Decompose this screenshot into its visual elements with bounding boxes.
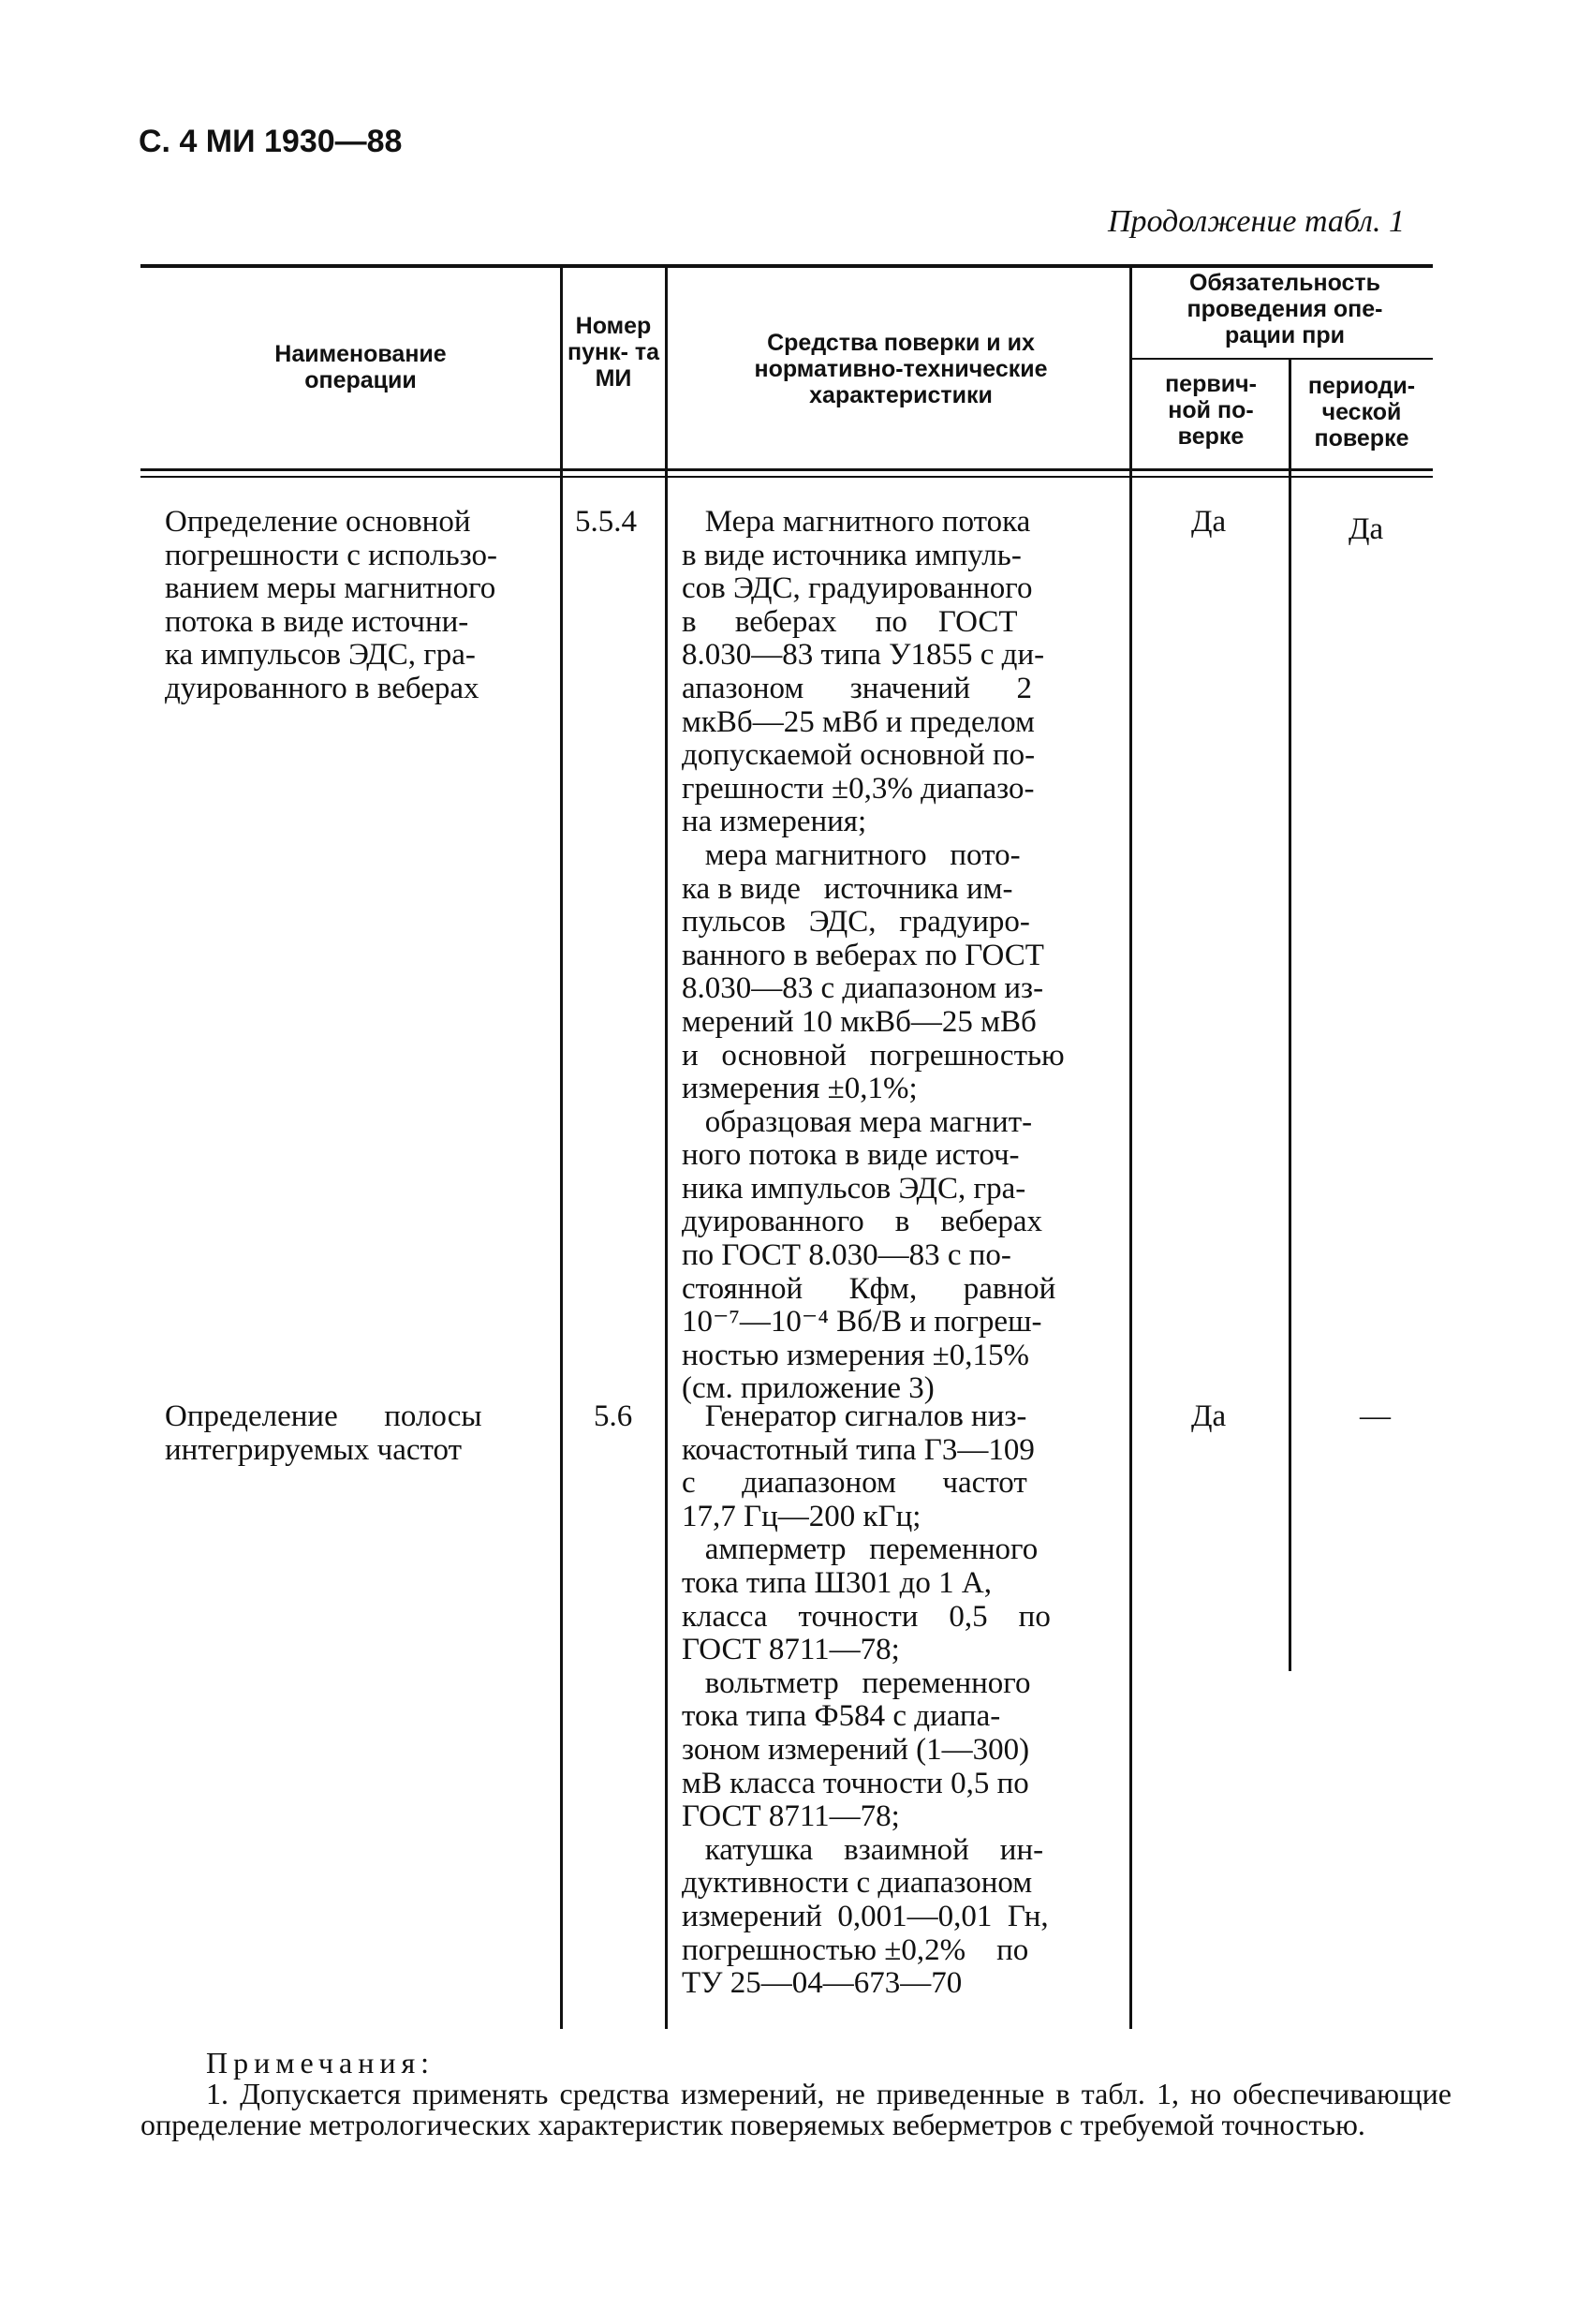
column-divider-4 (1289, 360, 1291, 1671)
column-divider-1 (560, 268, 563, 2029)
mandatory-split-rule (1131, 358, 1433, 360)
header-operation: Наименование операции (274, 341, 447, 393)
row-1-periodic: Да (1349, 512, 1384, 546)
notes-title: Примечания: (206, 2046, 435, 2080)
table-continuation-label: Продолжение табл. 1 (1107, 204, 1405, 239)
row-1-primary: Да (1191, 505, 1227, 539)
row-2-item-number: 5.6 (594, 1399, 633, 1433)
row-2-periodic: — (1360, 1399, 1391, 1433)
table-top-rule (140, 264, 1433, 268)
header-item-number: Номер пунк- та МИ (567, 313, 660, 392)
row-2-primary: Да (1191, 1399, 1227, 1433)
page-header: С. 4 МИ 1930—88 (139, 124, 403, 159)
row-2-means: Генератор сигналов низ- кочастотный типа Г3—109 с диапазоном частот 17,7 Гц—200 кГц; амперметр переменного тока типа Ш301 до 1 А, класса точности 0,5 по ГОСТ 8711—78; вольтметр переменного тока типа Ф584 с диапа- зоном измерений (1—300) мВ класса точности 0,5 по ГОСТ 8711—78; катушка взаимной ин- дуктивности с диапазоном измерений 0,001—0,01 Гн, погрешностью ±0,2% по ТУ 25—04—673—70 (682, 1399, 1051, 2001)
header-means: Средства поверки и их нормативно-технические характеристики (754, 330, 1048, 408)
header-mandatory: Обязательность проведения опе- рации при (1187, 270, 1383, 348)
header-primary: первич- ной по- верке (1165, 371, 1257, 450)
row-1-operation: Определение основной погрешности с использо- ванием меры магнитного потока в виде источни- ка импульсов ЭДС, гра- дуированного в веберах (165, 505, 497, 705)
notes (140, 2048, 1452, 2140)
table-header-bottom-rule (140, 468, 1433, 471)
column-divider-2 (665, 268, 668, 2029)
row-2-operation: Определение полосы интегрируемых частот (165, 1399, 482, 1467)
table-header-bottom-rule-2 (140, 476, 1433, 478)
row-1-item-number: 5.5.4 (575, 505, 637, 539)
column-divider-3 (1129, 268, 1132, 2029)
row-1-means: Мера магнитного потока в виде источника импуль- сов ЭДС, градуированного в веберах по ГОСТ 8.030—83 типа У1855 с ди- апазоном значений 2 мкВб—25 мВб и пределом допускаемой основной по- грешности ±0,3% диапазо- на измерения; мера магнитного пото- ка в виде источника им- пульсов ЭДС, градуиро- ванного в веберах по ГОСТ 8.030—83 с диапазоном из- мерений 10 мкВб—25 мВб и основной погрешностью измерения ±0,1%; образцовая мера магнит- ного потока в виде источ- ника импульсов ЭДС, гра- дуированного в веберах по ГОСТ 8.030—83 с по- стоянной Кфм, равной 10⁻⁷—10⁻⁴ Вб/В и погреш- ностью измерения ±0,15% (см. приложение 3) (682, 505, 1065, 1406)
header-periodic: периоди- ческой поверке (1307, 373, 1416, 451)
note-1: 1. Допускается применять средства измерений, не приведенные в табл. 1, но обеспечивающие определение метрологических характеристик поверяемых веберметров с требуемой точностью. (140, 2077, 1452, 2141)
